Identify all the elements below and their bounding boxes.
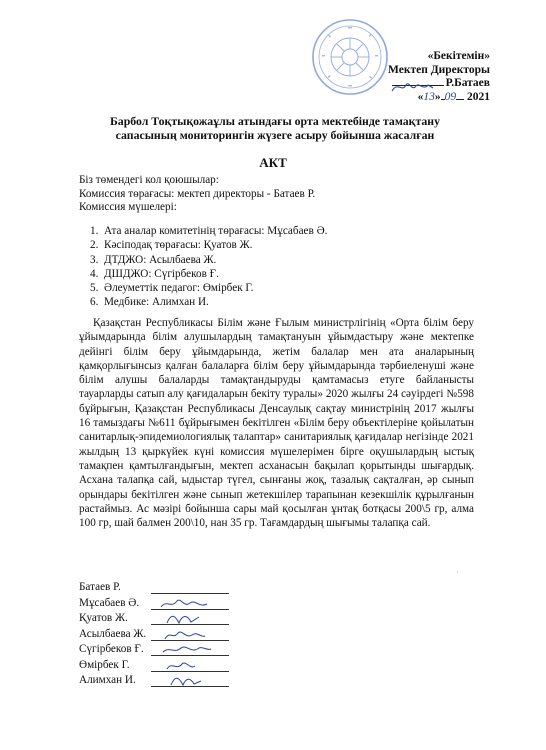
handwritten-signature	[157, 673, 219, 688]
handwritten-signature	[157, 627, 219, 642]
intro-line-chairman: Комиссия төрағасы: мектеп директоры - Батаев Р.	[79, 187, 316, 200]
signature-row	[79, 596, 239, 612]
document-heading: АКТ	[259, 155, 287, 170]
signatory-name: Алимхан И.	[79, 674, 136, 686]
handwritten-signature	[157, 642, 219, 657]
signature-row	[79, 642, 239, 658]
list-item: 3. ДТДЖО: Асылбаева Ж.	[90, 253, 217, 266]
handwritten-signature	[157, 658, 219, 673]
commission-members-list	[90, 224, 327, 310]
approval-block	[388, 50, 490, 104]
scan-speck: ·	[456, 568, 459, 577]
signatory-name: Сүгірбеков Ғ.	[79, 643, 144, 655]
intro-block	[79, 174, 315, 215]
list-item: 1. Ата аналар комитетінің төрағасы: Мұсабаев Ә.	[90, 225, 328, 237]
approval-position: Мектеп Директоры	[388, 63, 490, 76]
list-item: 4. ДШДЖО: Сүгірбеков Ғ.	[90, 267, 219, 280]
director-signature	[390, 79, 435, 95]
approval-director-name: Р.Батаев	[388, 77, 490, 91]
list-item: 5. Әлеуметтік педагог: Өмірбек Г.	[90, 282, 254, 295]
act-paragraph: Қазақстан Республикасы Білім және Ғылым министрлігінің «Орта білім беру ұйымдарында білім алушылардың тамақтануын ұйымдастыру және мектепке дейінгі білім беру ұйымдарында, жетім балалар мен ата аналарының қамқорлығынсыз қалған балаларға білім беру ұйымдарында тәрбиеленуші және білім алушы балаларды тамақтандыруды қамтамасыз етуге байланысты тауарларды сатып алу қағидаларын бекіту туралы» 2020 жылғы 24 сәуірдегі №598 бұйрығын, Қазақстан Республикасы Денсаулық сақтау министрінің 2017 жылғы 16 тамыздағы №611 бұйрығымен бекітілген «Білім беру объектілеріне қойылатын санитарлық-эпидемиологиялық талаптар» санитариялық қағидалар негізінде 2021 жылдың 13 қыркүйек күні комиссия мүшелерімен бірге оқушылардың ыстық тамақпен қамтылғандығын, мектеп асханасын бақылап қорытынды шығардық. Асхана талапқа сай, ыдыстар түгел, сынғаны жоқ, тазалық сақталған, әр сынып орындары бекітілген және сынып жетекшілер тарапынан кезекшілік құрылғанын растаймыз. Ас мәзірі бойынша сары май қосылған ұнтақ ботқасы 200\5 гр, алма 100 гр, шай балмен 200\10, нан 35 гр. Тағамдардың шығымы талапқа сай.	[79, 317, 474, 530]
list-item: 2. Кәсіподақ төрағасы: Қуатов Ж.	[90, 239, 253, 252]
signatory-name: Батаев Р.	[79, 581, 121, 593]
intro-line-members: Комиссия мүшелері:	[79, 201, 177, 213]
approval-label: «Бекітемін»	[427, 50, 490, 62]
signatory-name: Қуатов Ж.	[79, 612, 128, 624]
signatures-block	[79, 580, 239, 689]
signatory-name: Өмірбек Г.	[79, 658, 130, 671]
signature-row	[79, 611, 239, 627]
act-body	[79, 316, 474, 530]
handwritten-signature	[157, 611, 219, 626]
approval-date: «13» 09 2021	[417, 90, 490, 103]
signature-row	[79, 580, 239, 596]
intro-line-signers: Біз төмендегі кол қоюшылар:	[79, 174, 219, 186]
handwritten-signature	[157, 596, 219, 611]
document-title: Барбол Тоқтықожаұлы атындағы орта мектебінде тамақтану сапасының мониторингін жүзеге асыру бойынша жасалған	[110, 114, 440, 142]
signature-row	[79, 627, 239, 643]
signature-row	[79, 673, 239, 689]
signature-row	[79, 658, 239, 674]
signatory-name: Мұсабаев Ә.	[79, 596, 140, 609]
list-item: 6. Медбике: Алимхан И.	[90, 296, 209, 309]
official-seal-stamp	[310, 17, 390, 97]
signatory-name: Асылбаева Ж.	[79, 627, 147, 640]
